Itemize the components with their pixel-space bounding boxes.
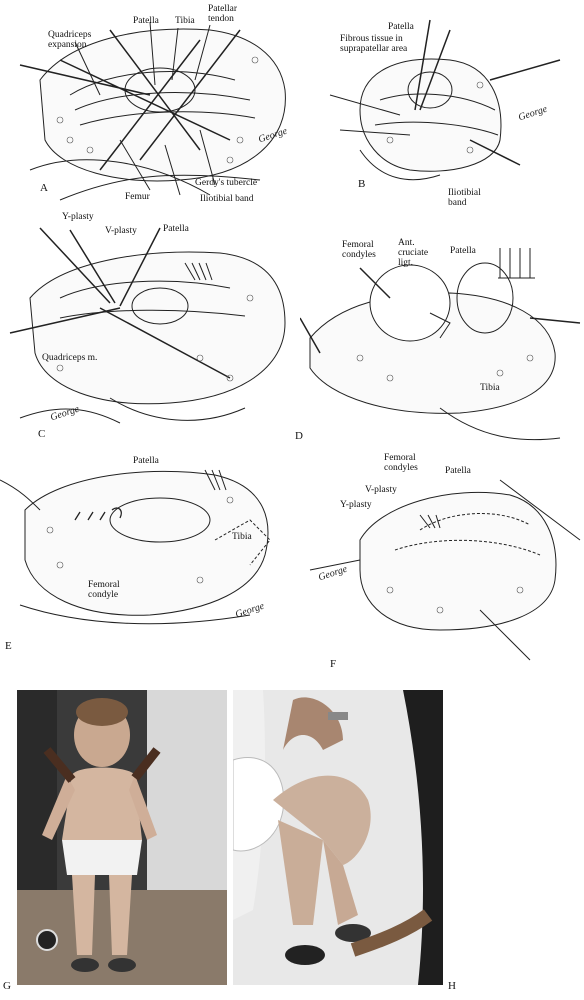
panel-e xyxy=(0,450,300,660)
panel-b xyxy=(320,0,584,208)
label-patella: Patella xyxy=(388,22,414,32)
panel-e-illustration xyxy=(0,450,300,660)
label-femur: Femur xyxy=(125,192,150,202)
label-gerdys-tubercle: Gerdy's tubercle xyxy=(195,178,258,188)
label-v-plasty: V-plasty xyxy=(365,485,397,495)
label-tibia: Tibia xyxy=(232,532,252,542)
label-iliotibial-band: Iliotibial band xyxy=(448,188,481,208)
panel-f-illustration xyxy=(300,450,584,670)
label-tibia: Tibia xyxy=(480,383,500,393)
label-patella: Patella xyxy=(133,456,159,466)
label-iliotibial-band: Iliotibial band xyxy=(200,194,254,204)
panel-letter-d: D xyxy=(295,430,303,442)
child-standing-photo xyxy=(17,690,227,985)
panel-c-illustration xyxy=(0,208,300,448)
panel-b-illustration xyxy=(320,0,584,205)
label-y-plasty: Y-plasty xyxy=(340,500,372,510)
artist-signature: George xyxy=(257,125,289,146)
label-tibia: Tibia xyxy=(175,16,195,26)
label-femoral-condyle: Femoral condyle xyxy=(88,580,120,600)
label-y-plasty: Y-plasty xyxy=(62,212,94,222)
label-fibrous-tissue: Fibrous tissue in suprapatellar area xyxy=(340,34,408,54)
panel-letter-h: H xyxy=(448,980,456,992)
label-patellar-tendon: Patellar tendon xyxy=(208,4,238,24)
label-patella: Patella xyxy=(450,246,476,256)
label-patella: Patella xyxy=(133,16,159,26)
panel-a-illustration xyxy=(0,0,300,205)
label-v-plasty: V-plasty xyxy=(105,226,137,236)
label-femoral-condyles: Femoral condyles xyxy=(384,453,418,473)
artist-signature: George xyxy=(234,600,266,621)
photo-g xyxy=(17,690,227,985)
artist-signature: George xyxy=(517,103,549,124)
artist-signature: George xyxy=(317,563,349,584)
photo-h xyxy=(233,690,443,985)
panel-letter-g: G xyxy=(3,980,11,992)
child-leg-flexion-photo xyxy=(233,690,443,985)
panel-letter-e: E xyxy=(5,640,12,652)
label-quadriceps-expansion: Quadriceps expansion xyxy=(48,30,92,50)
label-ant-cruciate-ligt: Ant. cruciate ligt. xyxy=(398,238,429,268)
panel-c xyxy=(0,208,300,448)
label-quadriceps-m: Quadriceps m. xyxy=(42,353,98,363)
label-patella: Patella xyxy=(445,466,471,476)
panel-f xyxy=(300,450,584,670)
panel-d xyxy=(295,208,584,448)
panel-letter-b: B xyxy=(358,178,366,190)
label-patella: Patella xyxy=(163,224,189,234)
artist-signature: George xyxy=(49,403,81,424)
panel-letter-a: A xyxy=(40,182,48,194)
panel-letter-c: C xyxy=(38,428,46,440)
panel-letter-f: F xyxy=(330,658,337,670)
label-femoral-condyles: Femoral condyles xyxy=(342,240,376,260)
panel-a xyxy=(0,0,300,205)
